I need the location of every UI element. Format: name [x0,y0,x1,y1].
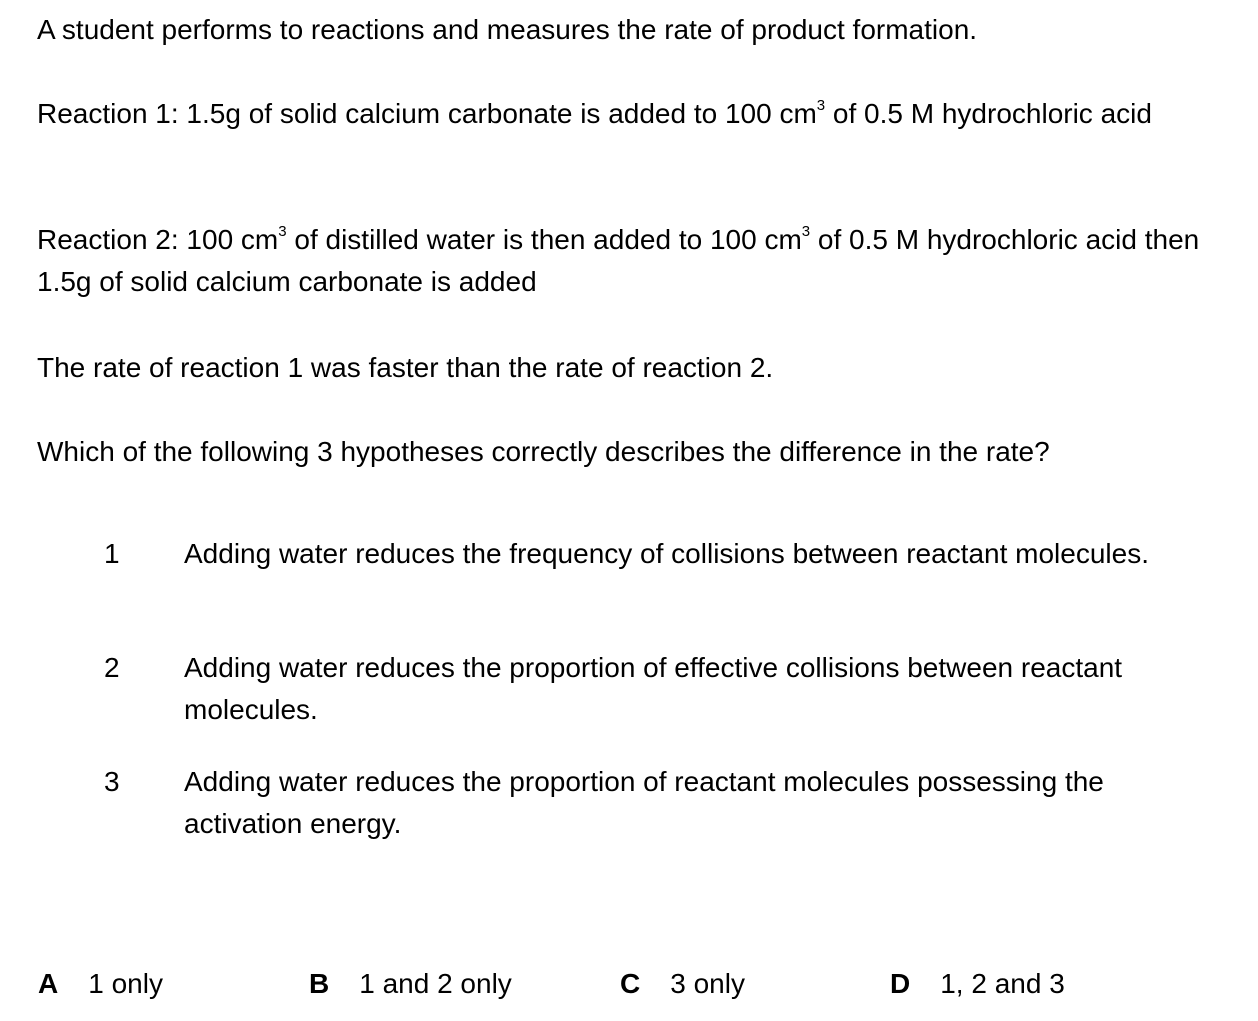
option-text: 1 only [88,968,163,999]
reaction-1-pre: Reaction 1: 1.5g of solid calcium carbonate is added to 100 cm [37,98,817,129]
option-letter: C [620,968,641,999]
reaction-2-mid: of distilled water is then added to 100 cm [286,224,802,255]
reaction-2-post: of 0.5 M hydrochloric acid then 1.5g of solid calcium carbonate is added [37,224,1200,297]
reaction-1-text [37,93,1252,135]
hypothesis-text: Adding water reduces the frequency of collisions between reactant molecules. [184,538,1149,569]
intro-text: A student performs to reactions and measures the rate of product formation. [37,14,978,45]
option-b[interactable] [309,963,512,1005]
hypothesis-number: 2 [104,652,120,683]
option-text: 3 only [670,968,745,999]
reaction-2-text [37,219,1252,303]
option-c[interactable] [620,963,745,1005]
option-letter: D [890,968,911,999]
hypothesis-text: Adding water reduces the proportion of reactant molecules possessing the activation energy. [184,766,1104,839]
option-a[interactable] [38,963,163,1005]
option-d[interactable] [890,963,1065,1005]
question-text: Which of the following 3 hypotheses correctly describes the difference in the rate? [37,436,1050,467]
reaction-2-pre: Reaction 2: 100 cm [37,224,279,255]
option-letter: A [38,968,59,999]
reaction-2-superscript-1: 3 [278,223,287,240]
hypothesis-text: Adding water reduces the proportion of effective collisions between reactant molecules. [184,652,1123,725]
option-text: 1, 2 and 3 [940,968,1065,999]
reaction-2-superscript-2: 3 [801,223,811,240]
hypothesis-number: 3 [104,766,120,797]
reaction-1-superscript: 3 [816,97,826,114]
reaction-1-post: of 0.5 M hydrochloric acid [825,98,1152,129]
observation-text: The rate of reaction 1 was faster than the rate of reaction 2. [37,352,774,383]
option-letter: B [309,968,330,999]
option-text: 1 and 2 only [359,968,512,999]
hypothesis-number: 1 [104,538,120,569]
